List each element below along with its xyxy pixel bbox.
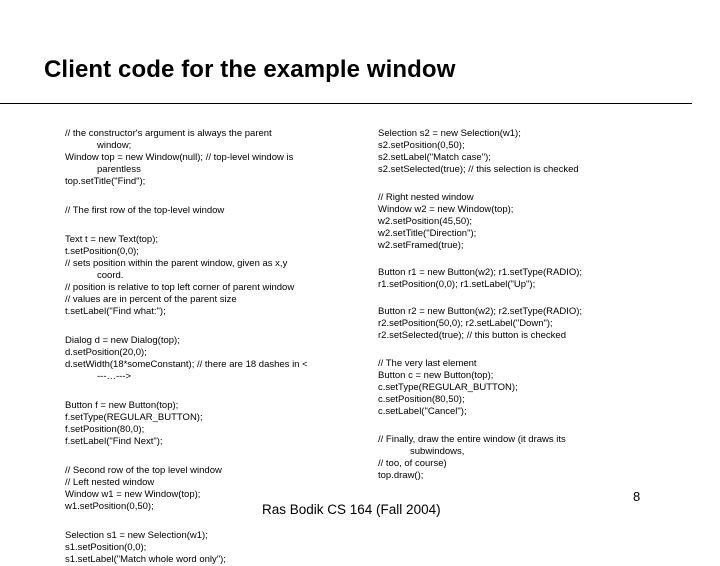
- code-line: parentless: [97, 164, 141, 175]
- code-line: // The first row of the top-level window: [65, 205, 225, 216]
- code-line: Button c = new Button(top);: [378, 370, 494, 381]
- code-line: // too, of course): [378, 458, 447, 469]
- code-line: r2.setSelected(true); // this button is checked: [378, 330, 566, 341]
- code-line: t.setLabel("Find what:");: [65, 306, 166, 317]
- code-block: [378, 358, 678, 418]
- code-block: [65, 335, 350, 383]
- code-line: c.setLabel("Cancel");: [378, 406, 467, 417]
- code-line: ---…--->: [97, 371, 132, 382]
- code-line: c.setType(REGULAR_BUTTON);: [378, 382, 518, 393]
- code-line: s2.setLabel("Match case");: [378, 152, 491, 163]
- code-line: // the constructor's argument is always the parent: [65, 128, 272, 139]
- right-code-column: [378, 128, 678, 482]
- code-block: [378, 192, 678, 252]
- footer-credit: Ras Bodik CS 164 (Fall 2004): [262, 502, 441, 517]
- code-line: subwindows,: [410, 446, 465, 457]
- code-line: // Second row of the top level window: [65, 465, 222, 476]
- code-line: Dialog d = new Dialog(top);: [65, 335, 180, 346]
- code-line: // The very last element: [378, 358, 477, 369]
- code-block: [378, 434, 678, 482]
- code-line: Button r2 = new Button(w2); r2.setType(RADIO);: [378, 306, 583, 317]
- code-block: [65, 128, 350, 188]
- code-line: f.setLabel("Find Next");: [65, 436, 163, 447]
- code-line: // values are in percent of the parent size: [65, 294, 237, 305]
- code-line: t.setPosition(0,0);: [65, 246, 139, 257]
- code-line: f.setType(REGULAR_BUTTON);: [65, 412, 203, 423]
- code-line: Button f = new Button(top);: [65, 400, 179, 411]
- code-line: // Left nested window: [65, 477, 155, 488]
- code-block: [378, 306, 678, 342]
- code-line: coord.: [97, 270, 124, 281]
- code-line: window;: [97, 140, 132, 151]
- code-line: s2.setPosition(0,50);: [378, 140, 465, 151]
- code-block: [378, 267, 678, 291]
- code-line: s1.setLabel("Match whole word only");: [65, 554, 226, 565]
- code-line: // Finally, draw the entire window (it draws its: [378, 434, 566, 445]
- code-line: d.setWidth(18*someConstant); // there are 18 dashes in <: [65, 359, 308, 370]
- code-line: s2.setSelected(true); // this selection is checked: [378, 164, 579, 175]
- code-line: Button r1 = new Button(w2); r1.setType(RADIO);: [378, 267, 583, 278]
- slide-title: Client code for the example window: [44, 56, 456, 83]
- code-line: w2.setFramed(true);: [378, 240, 464, 251]
- code-line: c.setPosition(80,50);: [378, 394, 465, 405]
- left-code-column: [65, 128, 350, 566]
- code-line: // Right nested window: [378, 192, 474, 203]
- code-line: s1.setPosition(0,0);: [65, 542, 147, 553]
- code-line: Selection s1 = new Selection(w1);: [65, 530, 208, 541]
- code-line: Text t = new Text(top);: [65, 234, 159, 245]
- code-line: top.draw();: [378, 470, 424, 481]
- code-line: top.setTitle("Find");: [65, 176, 146, 187]
- code-line: Selection s2 = new Selection(w1);: [378, 128, 521, 139]
- title-divider: [0, 103, 692, 104]
- code-line: w1.setPosition(0,50);: [65, 501, 154, 512]
- code-line: // position is relative to top left corner of parent window: [65, 282, 295, 293]
- code-line: Window w2 = new Window(top);: [378, 204, 514, 215]
- code-line: w2.setTitle("Direction");: [378, 228, 477, 239]
- code-line: w2.setPosition(45,50);: [378, 216, 472, 227]
- code-block: [65, 530, 350, 566]
- code-block: [65, 205, 350, 217]
- code-line: r1.setPosition(0,0); r1.setLabel("Up");: [378, 279, 536, 290]
- code-line: f.setPosition(80,0);: [65, 424, 145, 435]
- code-line: d.setPosition(20,0);: [65, 347, 147, 358]
- code-block: [65, 400, 350, 448]
- code-line: Window w1 = new Window(top);: [65, 489, 201, 500]
- code-line: // sets position within the parent window, given as x,y: [65, 258, 288, 269]
- code-line: Window top = new Window(null); // top-level window is: [65, 152, 294, 163]
- code-line: r2.setPosition(50,0); r2.setLabel("Down");: [378, 318, 553, 329]
- code-block: [378, 128, 678, 176]
- page-number: 8: [633, 489, 641, 504]
- code-block: [65, 234, 350, 318]
